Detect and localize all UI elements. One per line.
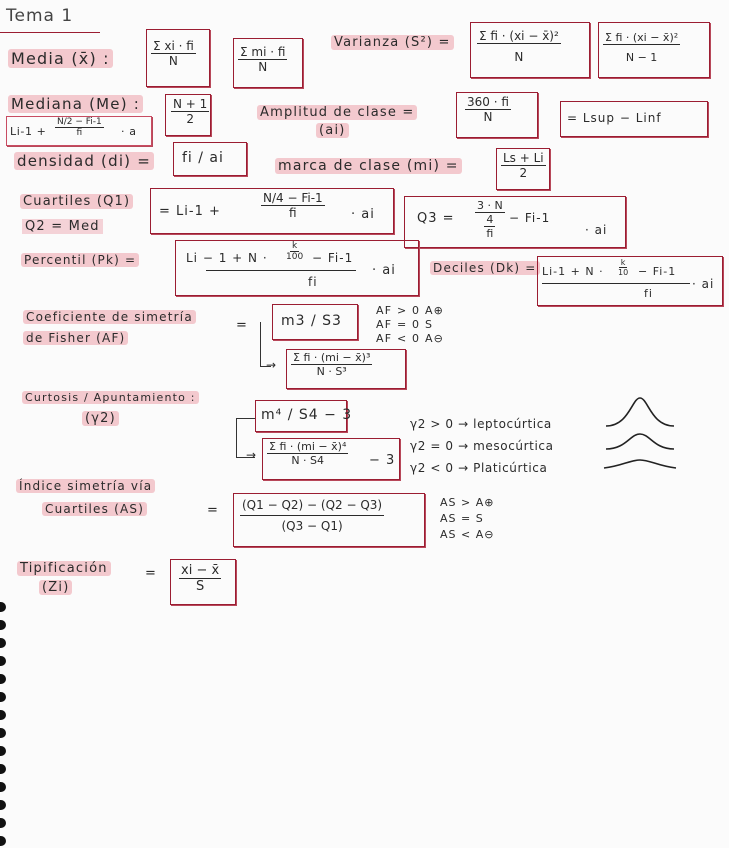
- indice-label-1: Índice simetría vía: [16, 479, 155, 493]
- densidad-formula: fi / ai: [173, 142, 247, 176]
- fisher-formula-1: m3 / S3: [272, 304, 358, 340]
- amplitud-label-ai: (ai): [316, 123, 349, 138]
- mediana-formula: Li-1 + $\frac{N/2 - Fi-1}{fi}$ · a: [6, 116, 152, 146]
- leptokurtic-curve-icon: [606, 398, 674, 426]
- indice-cases: [440, 495, 494, 543]
- curtosis-cases: [410, 413, 554, 479]
- fisher-equals: =: [236, 318, 248, 333]
- varianza-formula-1: $\frac{\text{Σ fi · (xi − x̄)²}}{N}$: [470, 22, 590, 78]
- curtosis-case: γ2 = 0 → mesocúrtica: [410, 439, 554, 453]
- mediana-box: $\frac{N + 1}{2}$: [165, 94, 211, 136]
- title-underline: [0, 32, 100, 33]
- curtosis-case: γ2 > 0 → leptocúrtica: [410, 417, 552, 431]
- amplitud-label: Amplitud de clase =: [257, 105, 417, 120]
- curtosis-gamma-label: (γ2): [82, 411, 119, 426]
- kurtosis-curves-icon: [604, 396, 674, 476]
- indice-case: AS = S: [440, 512, 484, 525]
- tipificacion-equals: =: [145, 566, 157, 581]
- fisher-arrow-icon: →: [266, 358, 278, 372]
- fisher-case: AF < 0 A⊖: [376, 332, 445, 345]
- deciles-formula: Li-1 + N · $\frac{k}{10}$ − Fi-1 fi · ai: [537, 256, 723, 306]
- platykurtic-curve-icon: [604, 460, 676, 468]
- fisher-label-2: de Fisher (AF): [23, 331, 128, 345]
- tipificacion-z-label: (Zi): [39, 580, 72, 595]
- fisher-case: AF = 0 S: [376, 318, 434, 331]
- percentil-fraction-bar: [206, 270, 356, 271]
- curtosis-label: Curtosis / Apuntamiento :: [22, 391, 199, 404]
- tipificacion-label: Tipificación: [17, 561, 111, 576]
- indice-case: AS < A⊖: [440, 528, 495, 541]
- media-formula-2: $\frac{\text{Σ mi · fi}}{N}$: [233, 38, 303, 88]
- curtosis-arrow-icon: →: [246, 448, 258, 462]
- cuartiles-label: Cuartiles (Q1): [20, 194, 133, 209]
- marca-formula: $\frac{Ls + Li}{2}$: [496, 148, 550, 190]
- amplitud-formula-1: $\frac{360 \cdot fi}{N}$: [456, 92, 538, 138]
- indice-case: AS > A⊕: [440, 496, 495, 509]
- q1-formula: = Li-1 + $\frac{N/4 - Fi-1}{fi}$ · ai: [150, 188, 394, 234]
- media-label: Media (x̄) :: [8, 49, 113, 68]
- indice-label-2: Cuartiles (AS): [42, 502, 147, 516]
- fisher-formula-2: $\frac{\text{Σ fi · (mi − x̄)³}}{\text{N · S³}}$: [286, 349, 406, 389]
- curtosis-formula-1: m⁴ / S4 − 3: [255, 400, 347, 432]
- deciles-fraction-bar: [542, 283, 690, 284]
- fisher-case: AF > 0 A⊕: [376, 304, 445, 317]
- page-title: Tema 1: [6, 6, 74, 26]
- mediana-label: Mediana (Me) :: [8, 95, 143, 113]
- percentil-label: Percentil (Pk) =: [21, 253, 139, 267]
- amplitud-formula-2: = Lsup − Linf: [560, 101, 708, 137]
- mesokurtic-curve-icon: [606, 434, 674, 449]
- curtosis-formula-2: $\frac{\text{Σ fi · (mi − x̄)⁴}}{N \cdot S4}$ − 3: [262, 438, 400, 480]
- indice-formula: $\frac{(Q1 - Q2) - (Q2 - Q3)}{(Q3 - Q1)}$: [233, 493, 425, 547]
- q2-label: Q2 = Med: [22, 219, 103, 234]
- fisher-label-1: Coeficiente de simetría: [23, 310, 196, 324]
- curtosis-case: γ2 < 0 → Platicúrtica: [410, 461, 548, 475]
- q3-formula: Q3 = 3 · N 4 fi − Fi-1 · ai: [404, 196, 626, 248]
- media-formula-1: $\frac{\text{Σ xi · fi}}{N}$: [146, 29, 210, 87]
- fisher-cases: [376, 304, 444, 346]
- deciles-label: Deciles (Dk) =: [430, 261, 540, 275]
- varianza-label: Varianza (S²) =: [331, 35, 454, 50]
- marca-label: marca de clase (mi) =: [275, 158, 462, 174]
- tipificacion-formula: $\frac{xi - x̄}{S}$: [170, 559, 236, 605]
- indice-equals: =: [207, 503, 219, 518]
- densidad-label: densidad (di) =: [14, 152, 154, 170]
- percentil-formula: Li − 1 + N · $\frac{k}{100}$ − Fi-1 fi · ai: [175, 240, 419, 296]
- varianza-formula-2: $\frac{\text{Σ fi · (xi − x̄)²}}{N - 1}$: [598, 22, 710, 78]
